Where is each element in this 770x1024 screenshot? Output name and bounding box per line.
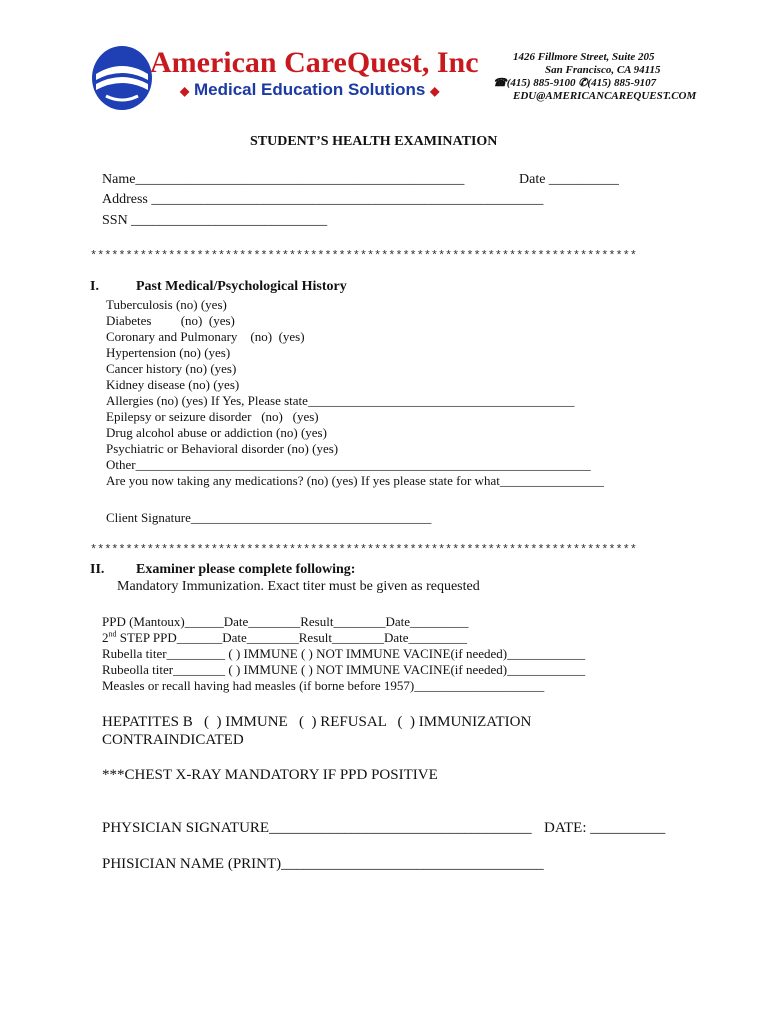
history-item-cancer[interactable]: Cancer history (no) (yes) [106,361,237,376]
section2-title: Examiner please complete following: [136,562,356,577]
history-item-allergies[interactable]: Allergies (no) (yes) If Yes, Please state_________________________________________ [106,393,575,408]
history-item-tuberculosis[interactable]: Tuberculosis (no) (yes) [106,297,227,312]
immunization-list [102,614,585,694]
chest-xray-note: ***CHEST X-RAY MANDATORY IF PPD POSITIVE [102,767,438,783]
physician-name-field[interactable]: PHISICIAN NAME (PRINT)___________________________________ [102,856,544,872]
ppd-row[interactable]: PPD (Mantoux)______Date________Result________Date_________ [102,614,469,629]
history-item-diabetes[interactable]: Diabetes (no) (yes) [106,313,235,328]
history-item-psychiatric[interactable]: Psychiatric or Behavioral disorder (no) (yes) [106,441,339,456]
brand-tagline: ◆ Medical Education Solutions ◆ [180,80,440,99]
date-field[interactable]: Date __________ [519,172,619,187]
address-field[interactable]: Address ________________________________________________________ [102,192,544,207]
contact-block [493,51,697,103]
physician-date-field[interactable]: DATE: __________ [544,820,666,836]
history-item-medications[interactable]: Are you now taking any medications? (no) (yes) If yes please state for what________________ [106,473,604,488]
history-item-epilepsy[interactable]: Epilepsy or seizure disorder (no) (yes) [106,409,319,424]
history-item-hypertension[interactable]: Hypertension (no) (yes) [106,345,231,360]
hepatites-line-2: CONTRAINDICATED [102,732,244,748]
history-item-other[interactable]: Other______________________________________________________________________ [106,457,591,472]
rubeolla-row[interactable]: Rubeolla titer________ ( ) IMMUNE ( ) NOT IMMUNE VACINE(if needed)____________ [102,662,586,677]
ssn-field[interactable]: SSN ____________________________ [102,213,328,228]
divider-2: ***************************************************************************** [90,543,637,557]
section1-list [106,297,604,489]
history-item-kidney[interactable]: Kidney disease (no) (yes) [106,377,240,392]
section1-title: Past Medical/Psychological History [136,279,347,294]
second-step-ppd-row[interactable]: 2nd STEP PPD_______Date________Result________Date_________ [102,629,468,645]
divider-1: ***************************************************************************** [90,249,637,263]
measles-row[interactable]: Measles or recall having had measles (if borne before 1957)____________________ [102,678,545,693]
phone-line: ☎(415) 885-9100 ✆(415) 885-9107 [493,77,657,89]
name-field[interactable]: Name_______________________________________________ [102,172,465,187]
address-line-1: 1426 Fillmore Street, Suite 205 [513,51,655,63]
section2-subtitle: Mandatory Immunization. Exact titer must be given as requested [117,579,480,594]
hepatites-line-1[interactable]: HEPATITES B ( ) IMMUNE ( ) REFUSAL ( ) IMMUNIZATION [102,714,532,730]
company-logo [90,44,154,112]
section1-number: I. [90,279,99,294]
address-line-2: San Francisco, CA 94115 [545,64,661,76]
form-title: STUDENT’S HEALTH EXAMINATION [250,134,498,149]
section2-number: II. [90,562,105,577]
brand-name: American CareQuest, Inc [150,46,479,79]
history-item-coronary[interactable]: Coronary and Pulmonary (no) (yes) [106,329,305,344]
rubella-row[interactable]: Rubella titer_________ ( ) IMMUNE ( ) NOT IMMUNE VACINE(if needed)____________ [102,646,586,661]
history-item-drug-abuse[interactable]: Drug alcohol abuse or addiction (no) (yes) [106,425,327,440]
email-line: EDU@AMERICANCAREQUEST.COM [513,90,697,102]
physician-signature-field[interactable]: PHYSICIAN SIGNATURE___________________________________ [102,820,532,836]
client-signature-field[interactable]: Client Signature_____________________________________ [106,510,432,525]
